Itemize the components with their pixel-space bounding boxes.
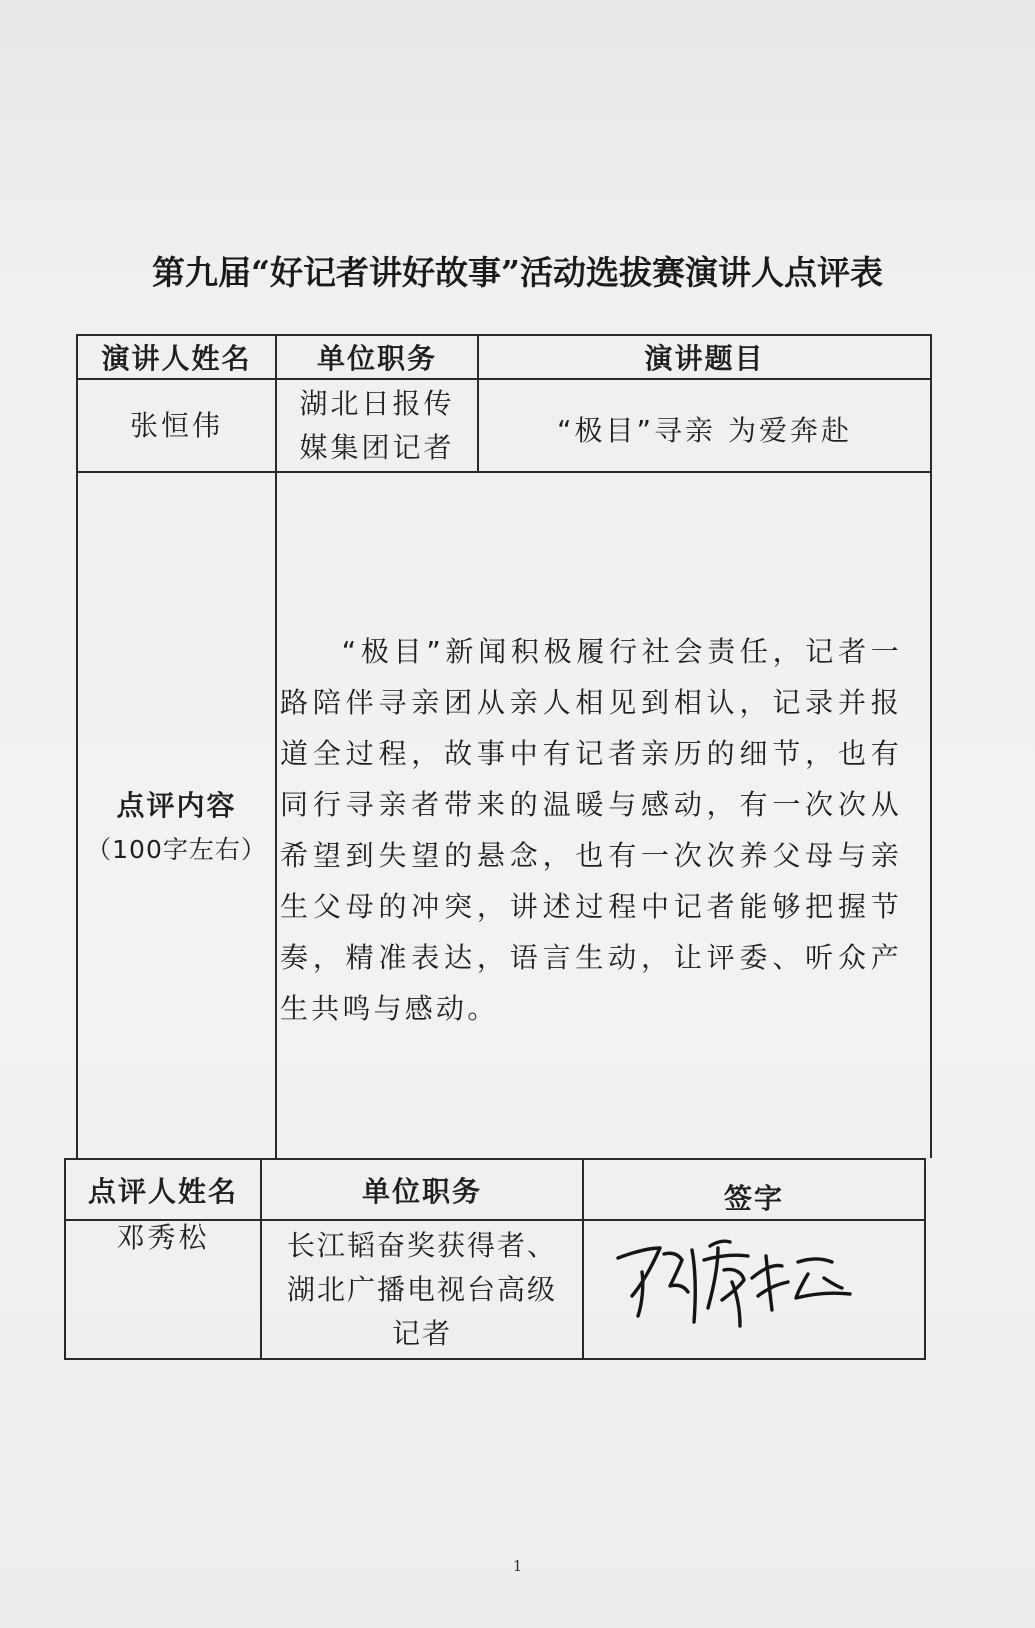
speaker-position [277, 380, 477, 471]
header-signature: 签字 [723, 1181, 784, 1215]
reviewer-position-line: 记者 [391, 1316, 452, 1350]
table-border-right [924, 1158, 926, 1359]
speaker-name: 张恒伟 [129, 408, 223, 442]
table-rule [76, 471, 932, 473]
comment-label [78, 765, 275, 885]
speech-topic: “极目”寻亲 为爱奔赴 [557, 413, 852, 447]
reviewer-position-line: 长江韬奋奖获得者、 [286, 1228, 557, 1262]
reviewer-position [262, 1221, 582, 1358]
table-border-right [930, 334, 932, 1158]
speaker-position-line: 媒集团记者 [299, 430, 455, 464]
header-speaker-name: 演讲人姓名 [101, 342, 252, 375]
table-border-bottom [64, 1358, 926, 1360]
speaker-position-line: 湖北日报传 [299, 386, 455, 420]
reviewer-name: 邓秀松 [116, 1221, 210, 1254]
reviewer-position-line: 湖北广播电视台高级 [286, 1272, 557, 1306]
comment-label-text: 点评内容 [116, 789, 237, 822]
document-title: 第九届“好记者讲好故事”活动选拔赛演讲人点评表 [152, 253, 883, 292]
page-number: 1 [512, 1557, 523, 1575]
handwritten-signature [612, 1226, 872, 1336]
comment-content [280, 626, 902, 1034]
comment-label-note: （100字左右） [86, 835, 267, 864]
header-speaker-position: 单位职务 [316, 342, 437, 375]
comment-text: “极目”新闻积极履行社会责任，记者一路陪伴寻亲团从亲人相见到相认，记录并报道全过程，故事中有记者亲历的细节，也有同行寻亲者带来的温暖与感动，有一次次从希望到失望的悬念，也有一次次养父母与亲生父母的冲突，讲述过程中记者能够把握节奏，精准表达，语言生动，让评委、听众产生共鸣与感动。 [280, 635, 902, 1025]
header-speech-topic: 演讲题目 [644, 342, 765, 375]
header-reviewer-position: 单位职务 [361, 1174, 482, 1208]
header-reviewer-name: 点评人姓名 [87, 1174, 238, 1208]
